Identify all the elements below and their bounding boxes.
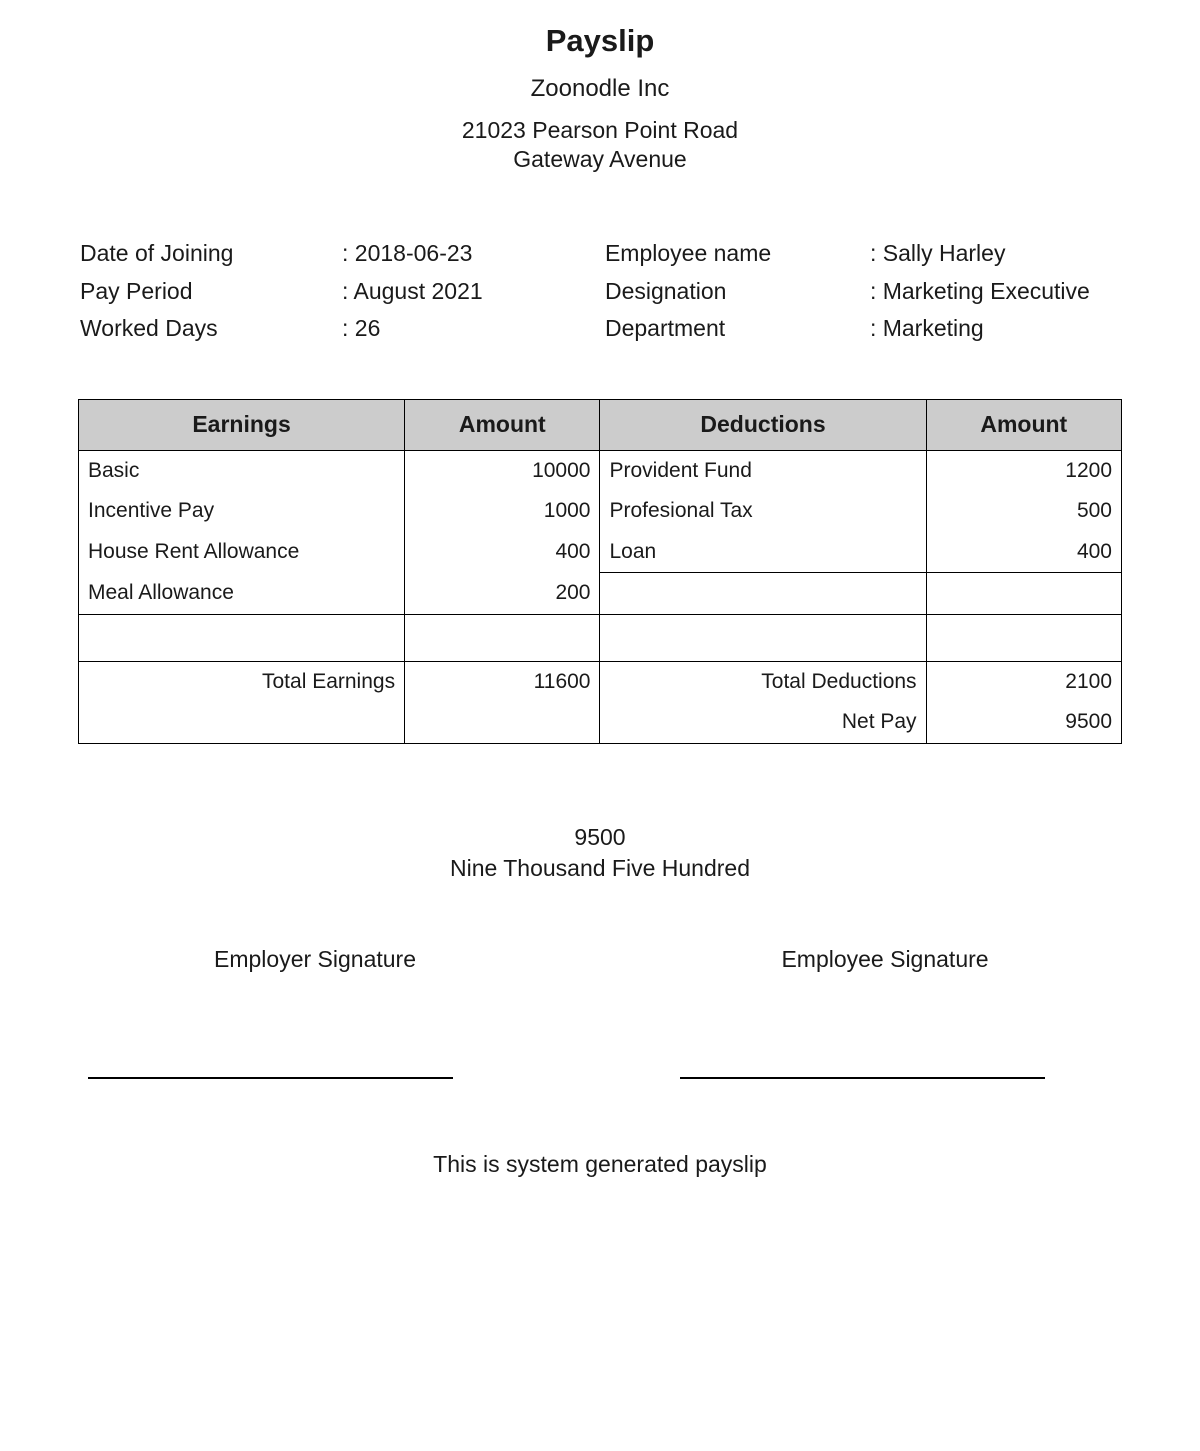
earning-amount: 10000 <box>405 450 600 491</box>
empty-cell <box>79 702 405 743</box>
meta-row <box>80 273 605 310</box>
net-pay-row <box>79 702 1122 743</box>
empty-cell <box>405 702 600 743</box>
department-label: Department <box>604 314 726 341</box>
table-header-row <box>79 400 1122 451</box>
worked-days-label: Worked Days <box>80 314 218 341</box>
pay-period-value: : August 2021 <box>342 277 483 304</box>
empty-cell <box>926 573 1121 614</box>
empty-cell <box>79 614 405 661</box>
table-row <box>79 450 1122 491</box>
deduction-amount: 1200 <box>926 450 1121 491</box>
empty-cell <box>405 614 600 661</box>
table-row <box>79 491 1122 532</box>
meta-row <box>605 273 1120 310</box>
meta-row <box>605 310 1120 347</box>
deduction-name: Loan <box>600 532 926 573</box>
table-spacer-row <box>79 614 1122 661</box>
payslip-header <box>0 0 1200 173</box>
deduction-name: Profesional Tax <box>600 491 926 532</box>
net-pay-amount-figure: 9500 <box>574 823 626 850</box>
designation-value: : Marketing Executive <box>869 277 1090 304</box>
earning-name: House Rent Allowance <box>79 532 405 573</box>
net-pay-summary <box>0 822 1200 884</box>
worked-days-value: : 26 <box>342 314 381 341</box>
empty-cell <box>600 573 926 614</box>
date-of-joining-value: : 2018-06-23 <box>342 240 473 267</box>
earning-name: Meal Allowance <box>79 573 405 614</box>
table-row <box>79 573 1122 614</box>
meta-row <box>80 235 605 272</box>
total-earnings-amount: 11600 <box>405 661 600 702</box>
date-of-joining-label: Date of Joining <box>80 240 234 267</box>
earning-amount: 1000 <box>405 491 600 532</box>
earning-name: Incentive Pay <box>79 491 405 532</box>
page-title: Payslip <box>545 23 655 58</box>
payslip-table <box>78 399 1122 743</box>
employee-signature-line <box>680 1077 1045 1079</box>
net-pay-label: Net Pay <box>600 702 926 743</box>
meta-row <box>80 310 605 347</box>
total-earnings-label: Total Earnings <box>79 661 405 702</box>
meta-row <box>605 235 1120 272</box>
department-value: : Marketing <box>869 314 984 341</box>
earning-name: Basic <box>79 450 405 491</box>
employee-name-value: : Sally Harley <box>869 240 1006 267</box>
company-name: Zoonodle Inc <box>530 74 670 102</box>
signature-section <box>0 946 1200 1079</box>
employee-signature-label: Employee Signature <box>781 945 989 972</box>
header-earnings-amount: Amount <box>405 400 600 451</box>
deduction-name: Provident Fund <box>600 450 926 491</box>
empty-cell <box>926 614 1121 661</box>
pay-period-label: Pay Period <box>80 277 193 304</box>
totals-row <box>79 661 1122 702</box>
designation-label: Designation <box>604 277 727 304</box>
employer-signature-block <box>80 946 550 1079</box>
net-pay-amount: 9500 <box>926 702 1121 743</box>
company-address-line-2: Gateway Avenue <box>513 145 687 172</box>
earning-amount: 200 <box>405 573 600 614</box>
header-earnings: Earnings <box>79 400 405 451</box>
total-deductions-label: Total Deductions <box>600 661 926 702</box>
employer-signature-label: Employer Signature <box>214 945 416 972</box>
payslip-table-wrap <box>0 399 1200 743</box>
net-pay-amount-words: Nine Thousand Five Hundred <box>449 854 751 881</box>
deduction-amount: 400 <box>926 532 1121 573</box>
header-deductions: Deductions <box>600 400 926 451</box>
employer-signature-line <box>88 1077 453 1079</box>
employee-meta <box>0 235 1200 347</box>
employee-name-label: Employee name <box>604 240 772 267</box>
company-address-line-1: 21023 Pearson Point Road <box>461 116 739 143</box>
total-deductions-amount: 2100 <box>926 661 1121 702</box>
header-deductions-amount: Amount <box>926 400 1121 451</box>
table-row <box>79 532 1122 573</box>
footer-note: This is system generated payslip <box>433 1150 767 1177</box>
deduction-amount: 500 <box>926 491 1121 532</box>
empty-cell <box>600 614 926 661</box>
earning-amount: 400 <box>405 532 600 573</box>
employee-signature-block <box>650 946 1120 1079</box>
meta-column-right <box>605 235 1120 347</box>
meta-column-left <box>80 235 605 347</box>
